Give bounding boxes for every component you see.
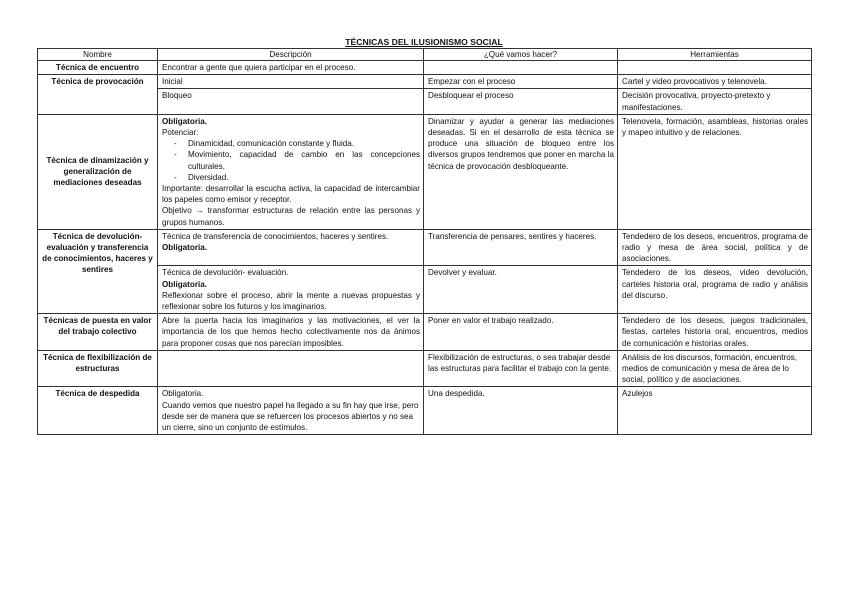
table-row [38, 229, 812, 266]
row-action: Devolver y evaluar. [424, 266, 618, 314]
row-description [158, 229, 424, 266]
row-action: Una despedida. [424, 387, 618, 435]
obligatoria-label: Obligatoria. [162, 116, 207, 126]
reflexionar-text: Reflexionar sobre el proceso, abrir la mente a nuevas propuestas y reflexionar sobre los futuros y los imaginarios. [162, 290, 420, 312]
table-row [38, 350, 812, 387]
row-tools: Telenovela, formación, asambleas, historias orales y mapeo intuitivo y de relaciones. [618, 114, 812, 229]
row-description: Abre la puerta hacia los imaginarios y las motivaciones, el ver la importancia de los que hemos hecho colectivamente nos da ánimos para proponer cosas que nos parecían imposibles. [158, 314, 424, 351]
obligatoria-label: Obligatoria. [162, 279, 207, 289]
row-description [158, 387, 424, 435]
description-text: Cuando vemos que nuestro papel ha llegado a su fin hay que irse, pero desde ser de manera que se refuercen los procesos abiertos y no sea un cierre, sino un conjunto de estímulos. [162, 400, 419, 433]
obligatoria-label: Obligatoria. [162, 243, 207, 253]
document-title: TÉCNICAS DEL ILUSIONISMO SOCIAL [345, 37, 503, 47]
row-name: Técnica de flexibilización de estructuras [38, 350, 158, 387]
header-herramientas: Herramientas [618, 49, 812, 61]
objetivo-text: Objetivo → transformar estructuras de relación entre las personas y grupos humanos. [162, 206, 420, 227]
row-tools: Tendedero de los deseos, encuentros, programa de radio y mesa de área social, política y de asociaciones. [618, 229, 812, 266]
row-name: Técnica de devolución- evaluación y transferencia de conocimientos, haceres y sentires [38, 229, 158, 313]
row-tools: Tendedero de los deseos, video devolución, carteles historia oral, programa de radio y análisis del discurso. [618, 266, 812, 314]
potenciar-list [162, 138, 420, 183]
row-action: Poner en valor el trabajo realizado. [424, 314, 618, 351]
table-row [38, 114, 812, 229]
techniques-table [37, 48, 812, 435]
row-description [158, 266, 424, 314]
row-description: Bloqueo [158, 89, 424, 114]
row-description [158, 350, 424, 387]
row-description: Encontrar a gente que quiera participar en el proceso. [158, 61, 424, 75]
header-nombre: Nombre [38, 49, 158, 61]
header-row [38, 49, 812, 61]
table-row [38, 75, 812, 89]
row-description [158, 114, 424, 229]
row-name: Técnica de encuentro [38, 61, 158, 75]
potenciar-label: Potenciar: [162, 128, 199, 138]
row-tools: Azulejos [618, 387, 812, 435]
row-name: Técnicas de puesta en valor del trabajo colectivo [38, 314, 158, 351]
row-name: Técnica de provocación [38, 75, 158, 115]
row-action: Flexibilización de estructuras, o sea trabajar desde las estructuras para facilitar el trabajo con la gente. [424, 350, 618, 387]
description-text: Técnica de transferencia de conocimientos, haceres y sentires. [162, 231, 389, 241]
row-tools: Decisión provocativa, proyecto-pretexto y manifestaciones. [618, 89, 812, 114]
row-name: Técnica de despedida [38, 387, 158, 435]
row-tools: Análisis de los discursos, formación, encuentros, medios de comunicación y mesa de área de lo social, político y de asociaciones. [618, 350, 812, 387]
table-row [38, 314, 812, 351]
row-action: Dinamizar y ayudar a generar las mediaciones deseadas. Si en el desarrollo de esta técnica se produce una situación de bloqueo entre los diversos grupos tendremos que poner en marcha la técnica de provocación desbloqueante. [424, 114, 618, 229]
header-que-hacer: ¿Qué vamos hacer? [424, 49, 618, 61]
row-tools [618, 61, 812, 75]
table-row [38, 61, 812, 75]
row-name: Técnica de dinamización y generalización de mediaciones deseadas [38, 114, 158, 229]
list-item: - Diversidad. [162, 172, 420, 183]
description-text: Técnica de devolución- evaluación. [162, 268, 289, 278]
row-action: Empezar con el proceso [424, 75, 618, 89]
row-tools: Cartel y video provocativos y telenovela. [618, 75, 812, 89]
importante-text: Importante: desarrollar la escucha activa, la capacidad de intercambiar los papeles como emisor y receptor. [162, 184, 420, 205]
row-action: Transferencia de pensares, sentires y haceres. [424, 229, 618, 266]
row-action [424, 61, 618, 75]
list-item: - Movimiento, capacidad de cambio en las concepciones culturales. [162, 149, 420, 171]
row-description: Inicial [158, 75, 424, 89]
obligatoria-label: Obligatoria. [162, 389, 204, 399]
row-action: Desbloquear el proceso [424, 89, 618, 114]
list-item: - Dinamicidad, comunicación constante y fluida. [162, 138, 420, 149]
header-descripcion: Descripción [158, 49, 424, 61]
row-tools: Tendedero de los deseos, juegos tradicionales, fiestas, carteles historia oral, encuentros, medios de comunicación e historias orales. [618, 314, 812, 351]
table-row [38, 387, 812, 435]
